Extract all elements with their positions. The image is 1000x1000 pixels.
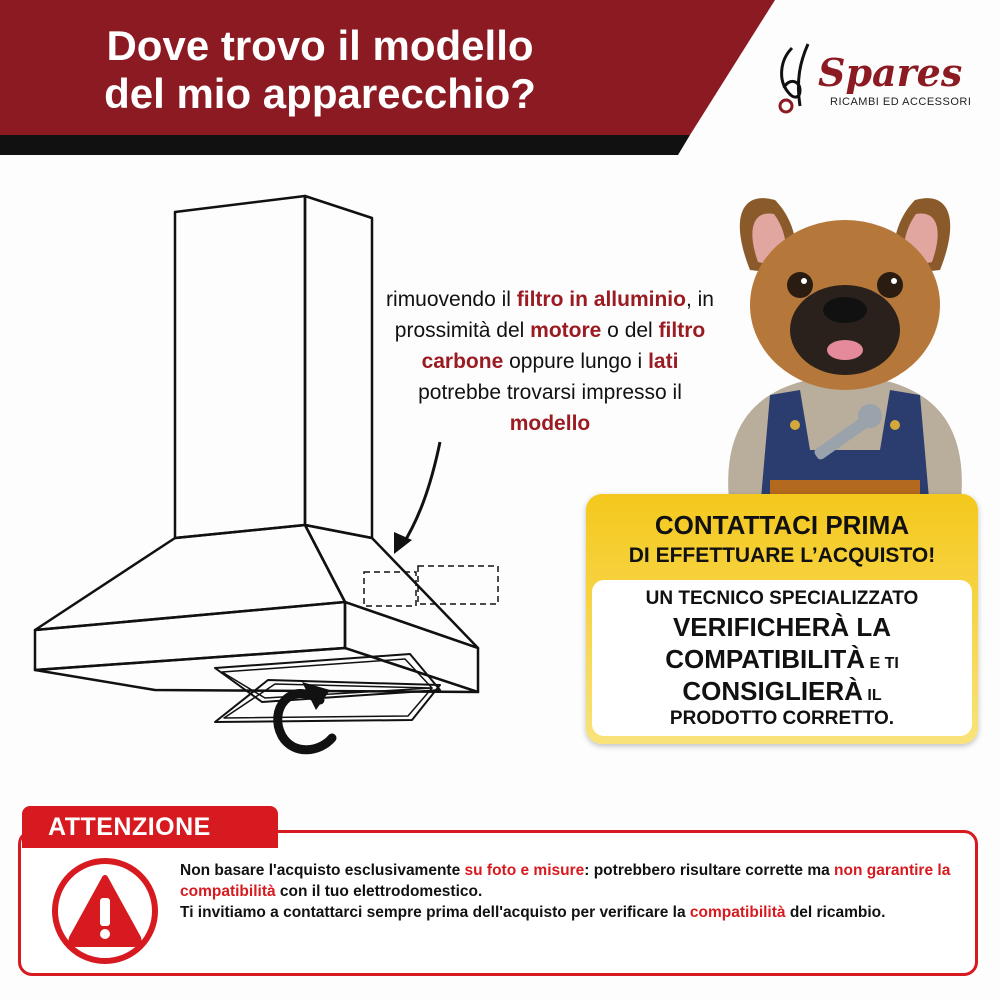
instr-segment: rimuovendo il bbox=[386, 288, 517, 311]
cta-heading-line-2: DI EFFETTUARE L’ACQUISTO! bbox=[628, 544, 936, 567]
warning-paragraph-1 bbox=[180, 860, 966, 902]
page-title bbox=[40, 22, 600, 118]
cta-body-line-3 bbox=[586, 644, 978, 675]
cta-body-line-5: PRODOTTO CORRETTO. bbox=[669, 708, 895, 729]
warning-paragraph-2 bbox=[180, 902, 966, 923]
cta-body-line-2: VERIFICHERÀ LA bbox=[672, 612, 892, 642]
warning-text bbox=[180, 860, 966, 923]
warning-triangle-icon bbox=[50, 856, 160, 966]
instr-segment: , in prossimità del bbox=[394, 288, 714, 342]
warning-segment: : potrebbero risultare corrette ma bbox=[584, 862, 835, 879]
cta-compatibility: COMPATIBILITÀ bbox=[665, 644, 865, 674]
warning-highlight: compatibilità bbox=[689, 904, 786, 921]
warning-label: ATTENZIONE bbox=[22, 806, 278, 848]
instr-highlight: modello bbox=[509, 412, 591, 435]
warning-panel bbox=[18, 806, 976, 976]
instr-highlight: filtro carbone bbox=[421, 319, 706, 373]
title-line-1: Dove trovo il modello bbox=[106, 22, 534, 69]
cta-body-line-1: UN TECNICO SPECIALIZZATO bbox=[645, 588, 919, 609]
title-line-2: del mio apparecchio? bbox=[104, 70, 536, 117]
brand-logo bbox=[770, 40, 990, 120]
instr-highlight: lati bbox=[648, 350, 679, 373]
cta-the: IL bbox=[862, 687, 882, 704]
cta-advise: CONSIGLIERÀ bbox=[682, 676, 863, 706]
warning-segment: Ti invitiamo a contattarci sempre prima dell'acquisto per verificare la bbox=[180, 904, 690, 921]
cooker-hood-illustration bbox=[0, 170, 560, 810]
instr-highlight: in alluminio bbox=[569, 288, 686, 311]
warning-highlight: su foto e misure bbox=[464, 862, 585, 879]
instr-segment: potrebbe trovarsi impresso il bbox=[418, 381, 682, 404]
warning-highlight: non garantire la compatibilità bbox=[180, 862, 951, 900]
cta-body-line-4 bbox=[586, 676, 978, 707]
contact-callout bbox=[586, 494, 978, 744]
warning-segment: con il tuo elettrodomestico. bbox=[275, 883, 483, 900]
instr-segment: oppure lungo i bbox=[503, 350, 649, 373]
warning-segment: del ricambio. bbox=[785, 904, 886, 921]
instr-segment: o del bbox=[601, 319, 659, 342]
instr-highlight: filtro bbox=[516, 288, 564, 311]
instr-highlight: motore bbox=[530, 319, 602, 342]
cta-heading-line-1: CONTATTACI PRIMA bbox=[654, 510, 910, 540]
warning-segment: Non basare l'acquisto esclusivamente bbox=[180, 862, 465, 879]
logo-brand: Spares bbox=[818, 50, 963, 95]
dog-mascot-illustration bbox=[700, 180, 990, 510]
cta-and-you: E TI bbox=[865, 655, 899, 672]
instruction-text bbox=[380, 284, 720, 439]
logo-tagline: RICAMBI ED ACCESSORI bbox=[830, 96, 972, 108]
